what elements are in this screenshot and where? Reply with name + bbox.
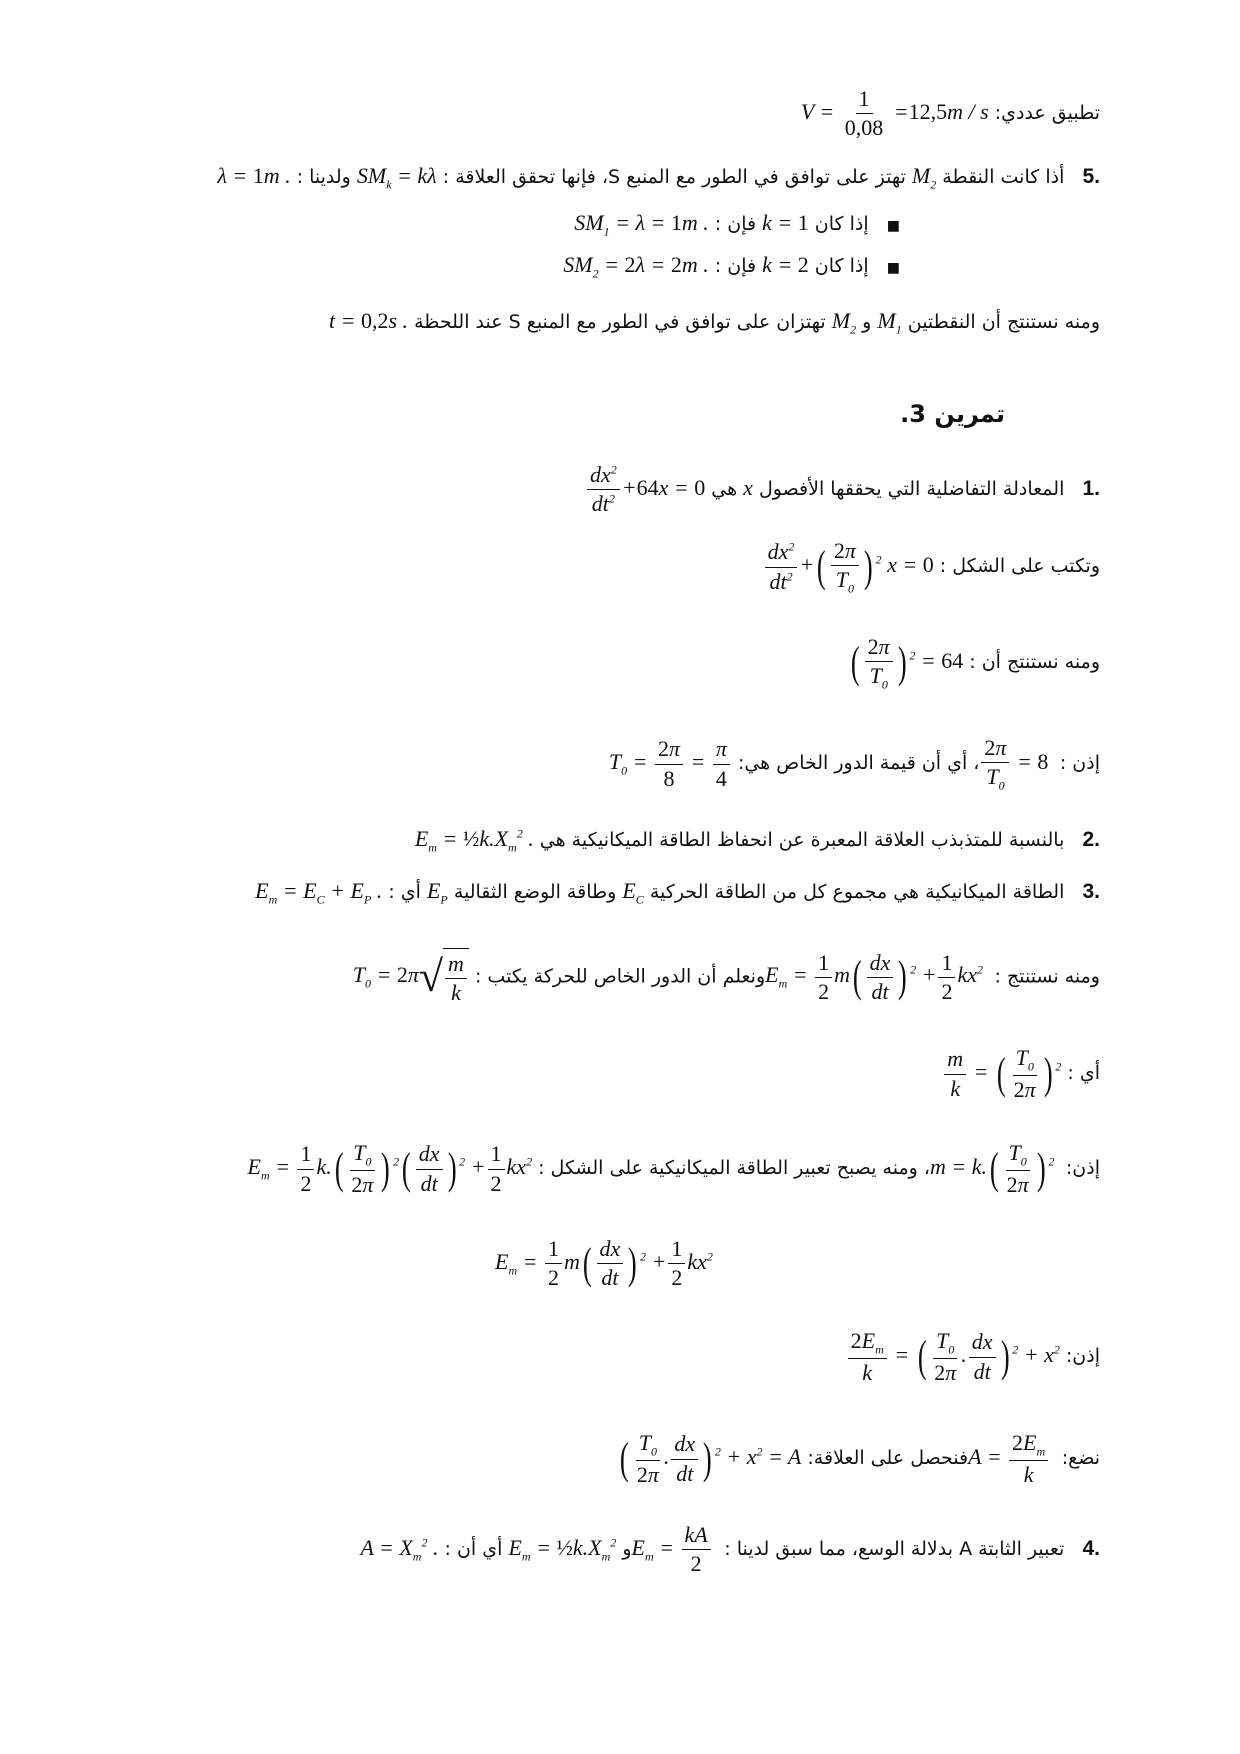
item-5-text-b: تهتز على توافق في الطور مع المنبع S، فإنها تحقق العلاقة : (442, 166, 906, 188)
energy-amplitude: $E_m$ = $\frac{1}{2}k.X_m^2$ (508, 1534, 617, 1564)
period-formula: $T_0 = 2\pi$ √ $\frac{m}{k}$ (353, 962, 469, 987)
item-5-text-c: ولدينا : (296, 166, 351, 188)
then-label: إذن : (1059, 752, 1100, 775)
item-4-text-b: و (622, 1537, 632, 1560)
bullet-icon: ■ (886, 218, 900, 234)
point-m1: $M_1$ (877, 308, 902, 337)
ie-label: أي : (1067, 1062, 1100, 1085)
set-a-line (617, 1430, 1100, 1488)
a-equals-xm2: $A = X_m^2$ . (360, 1534, 439, 1564)
velocity-formula: V = $\frac{1}{0,08}$ =12,5m / s (800, 86, 989, 141)
period-line (609, 735, 1100, 793)
omega-squared: ( $\frac{2\pi}{T_0}$ ) $^2$ = 64 (850, 634, 964, 692)
item-4-text-c: أي أن : (444, 1537, 503, 1560)
item-1-text-a: المعادلة التفاضلية التي يحققها الأفصول (758, 477, 1065, 500)
k-equals-2: k = 2 (762, 252, 809, 277)
conclusion-line (329, 308, 1100, 337)
twice-energy: $\frac{2E_m}{k}$ = ( $\frac{T_0}{2\pi}$ . $\frac{dx}{dt}$ ) $^2 + x^2$ (846, 1342, 1060, 1367)
point-m2-b: $M_2$ (831, 308, 857, 337)
exercise-title: تمرين 3. (900, 400, 1005, 428)
mass-expression: m = k.( $\frac{T_0}{2\pi}$ ) $^2$ (929, 1140, 1055, 1197)
conclusion-text-b: و (862, 311, 872, 333)
energy-with-period: $E_m$ = $\frac{1}{2}$ k.( $\frac{T_0}{2\pi}$ ) $^2$( $\frac{dx}{dt}$ ) $^2$ + $\frac{1}{2}$ $kx^2$ (247, 1140, 533, 1197)
potential-energy-symbol: $E_P$ (426, 878, 448, 907)
item-number-3: 3. (1082, 880, 1100, 903)
omega-value: $\frac{2\pi}{T_0}$ = 8 (979, 749, 1053, 774)
deduce-label: ومنه نستنتج أن : (969, 651, 1100, 674)
point-m2: $M_2$ (911, 163, 937, 192)
energy-expression-centered: $E_m$ = $\frac{1}{2}$ m( $\frac{dx}{dt}$ ) $^2$ + $\frac{1}{2}$ $kx^2$ (495, 1236, 713, 1291)
item-4-text-a: تعبير الثابتة A بدلالة الوسع، مما سبق لدينا : (724, 1537, 1065, 1560)
energy-expression: $E_m$ = $\frac{1}{2}$ m( $\frac{dx}{dt}$ ) $^2$ + $\frac{1}{2}$ $kx^2$ (765, 949, 983, 1004)
a-definition: A = $\frac{2E_m}{k}$ (968, 1444, 1056, 1469)
canonical-equation: $\frac{dx^2}{dt^2}$ +( $\frac{2\pi}{T_0}$ ) $^2$ x = 0 (763, 552, 934, 577)
k-equals-1: k = 1 (762, 210, 809, 235)
mass-ratio: $\frac{m}{k}$ = ( $\frac{T_0}{2\pi}$ ) $^2$ (942, 1059, 1061, 1084)
energy-sum: $E_m = E_C + E_P$ . (255, 878, 383, 907)
relation-smk: $SM_k = k\lambda$ (356, 163, 437, 192)
lambda-value: λ = 1m . (217, 163, 291, 188)
item-3-line (255, 878, 1100, 907)
energy-ka: $E_m$ = $\frac{kA}{2}$ (632, 1535, 719, 1560)
know-label: ونعلم أن الدور الخاص للحركة يكتب : (474, 965, 766, 988)
set-label: نضع: (1061, 1447, 1100, 1470)
mass-ratio-line (942, 1045, 1100, 1103)
bullet-1-text-b: فإن : (714, 213, 757, 235)
item-3-text-b: وطاقة الوضع الثقالية (453, 881, 617, 903)
twice-energy-line (846, 1328, 1100, 1386)
bullet-2-text-a: إذا كان (814, 255, 869, 277)
numeric-application-line (801, 86, 1100, 142)
item-number-1: 1. (1082, 476, 1100, 500)
bullet-1-text-a: إذا كان (814, 213, 869, 235)
conclusion-text-c: تهتزان على توافق في الطور مع المنبع S عند اللحظة (414, 311, 826, 333)
item-number-5: 5. (1082, 165, 1100, 188)
deduce-line (848, 634, 1100, 692)
bullet-2 (563, 252, 900, 281)
item-3-text-a: الطاقة الميكانيكية هي مجموع كل من الطاقة الحركية (649, 881, 1065, 903)
then-label-2: إذن: (1065, 1157, 1100, 1180)
energy-form-line (248, 1140, 1101, 1198)
item-2-text: بالنسبة للمتذبذب العلاقة المعبرة عن انحفاظ الطاقة الميكانيكية هي (539, 829, 1065, 851)
item-2-line (415, 826, 1100, 855)
item-number-2: 2. (1082, 828, 1100, 851)
bullet-1 (574, 210, 900, 239)
item-3-text-c: أي : (388, 881, 421, 903)
form-line (763, 538, 1100, 596)
energy-expression-line (353, 948, 1100, 1007)
bullet-2-text-b: فإن : (714, 255, 757, 277)
then-label-3: إذن: (1065, 1345, 1100, 1368)
item-4-line (360, 1522, 1100, 1578)
period-label: ، أي أن قيمة الدور الخاص هي: (737, 752, 980, 775)
relation-a: ( $\frac{T_0}{2\pi}$ . $\frac{dx}{dt}$ ) $^2 + x^2 = A$ (620, 1430, 802, 1487)
differential-equation: $\frac{dx^2}{dt^2}$ +64x = 0 (585, 475, 705, 500)
energy-conservation: $E_m$ = $\frac{1}{2}k.X_m^2$ . (414, 826, 534, 855)
period-value: $T_0$ = $\frac{2\pi}{8}$ = $\frac{\pi}{4}$ (609, 749, 732, 774)
becomes-label: ، ومنه يصبح تعبير الطاقة الميكانيكية على الشكل : (538, 1157, 930, 1180)
item-5-line (217, 163, 1100, 192)
item-5-text-a: أذا كانت النقطة (942, 166, 1065, 188)
sm1-formula: $SM_1 = \lambda = 1m$ . (574, 210, 709, 239)
kinetic-energy-symbol: $E_C$ (622, 878, 644, 907)
variable-x: x (743, 474, 753, 500)
item-1-line (585, 462, 1100, 518)
bullet-icon: ■ (886, 260, 900, 276)
get-label: فنحصل على العلاقة: (807, 1447, 969, 1470)
numeric-application-label: تطبيق عددي: (994, 101, 1100, 124)
time-value: t = 0,2s . (328, 308, 409, 333)
deduce-label-2: ومنه نستنتج : (994, 965, 1100, 988)
conclusion-text-a: ومنه نستنتج أن النقطتين (907, 311, 1100, 333)
form-label: وتكتب على الشكل : (939, 555, 1100, 578)
sm2-formula: $SM_2 = 2\lambda = 2m$ . (563, 252, 709, 281)
item-1-text-b: هي (711, 477, 738, 500)
item-number-4: 4. (1082, 1536, 1100, 1560)
